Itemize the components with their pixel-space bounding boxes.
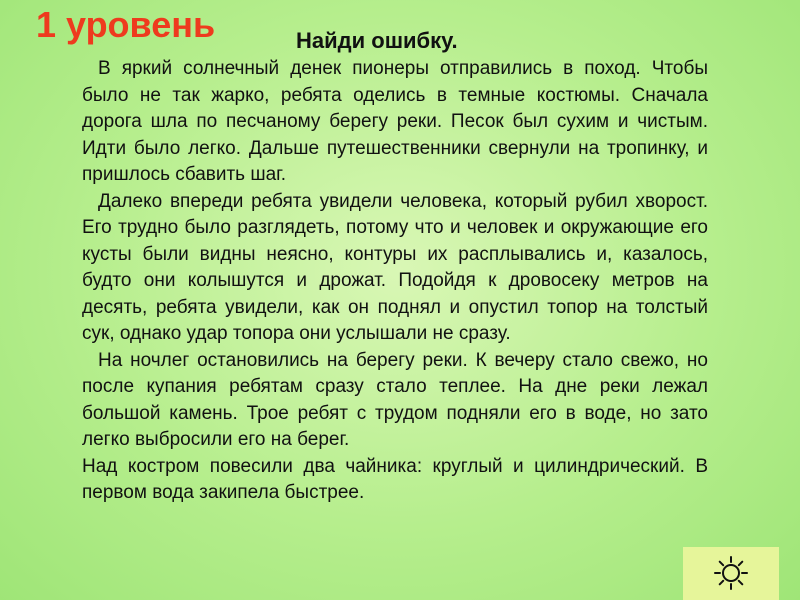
- story-text: [82, 56, 708, 507]
- sun-button[interactable]: [683, 547, 779, 600]
- paragraph-3: На ночлег остановились на берегу реки. К вечеру стало свежо, но после купания ребятам сразу стало теплее. На дне реки лежал большой камень. Трое ребят с трудом подняли его в воде, но зато легко выбросили его на берег.: [82, 349, 708, 450]
- level-title: 1 уровень: [36, 4, 216, 45]
- sun-icon: [713, 555, 749, 591]
- paragraph-1: В яркий солнечный денек пионеры отправились в поход. Чтобы было не так жарко, ребята оделись в темные костюмы. Сначала дорога шла по песчаному берегу реки. Песок был сухим и чистым. Идти было легко. Дальше путешественники свернули на тропинку, и пришлось сбавить шаг.: [82, 58, 708, 185]
- paragraph-4: Над костром повесили два чайника: круглый и цилиндрический. В первом вода закипела быстрее.: [82, 455, 708, 503]
- paragraph-2: Далеко впереди ребята увидели человека, который рубил хворост. Его трудно было разглядеть, потому что и человек и окружающие его кусты были видны неясно, контуры их расплывались и, казалось, будто они колышутся и дрожат. Подойдя к дровосеку метров на десять, ребята увидели, как он поднял и опустил топор на толстый сук, однако удар топора они услышали не сразу.: [82, 190, 708, 344]
- slide-heading: Найди ошибку.: [296, 28, 458, 53]
